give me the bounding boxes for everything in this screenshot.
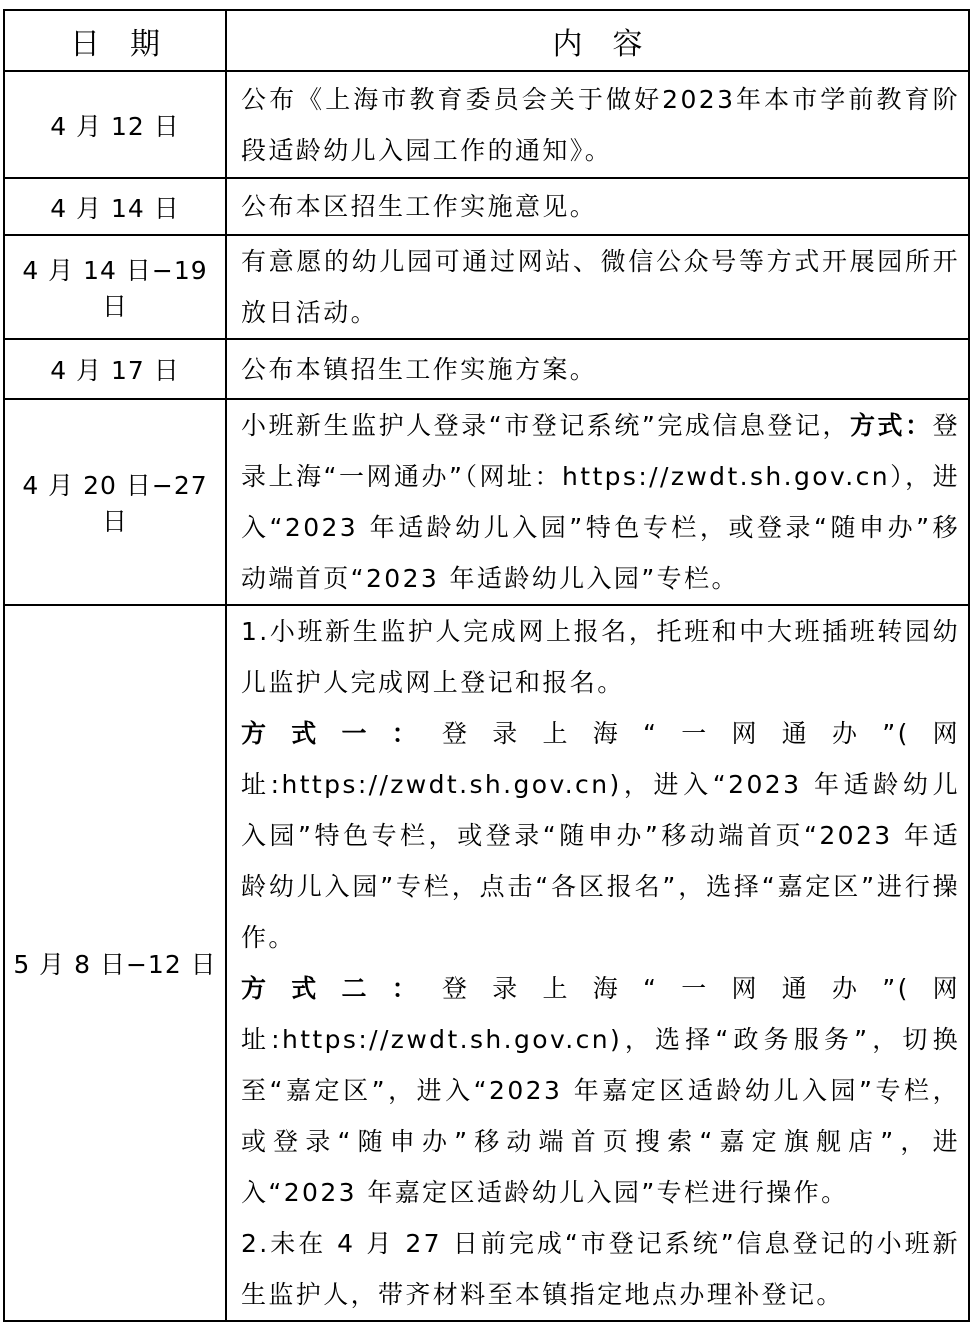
content-text: 登录上海“一网通办”（网址：https://zwdt.sh.gov.cn），进入“2023 年适龄幼儿入园”特色专栏，或登录“随申办”移动端首页“2023 年适龄幼儿入园”专栏。 [241, 411, 961, 593]
content-text: 小班新生监护人登录“市登记系统”完成信息登记， [241, 411, 851, 440]
method-label: 方式一： [241, 719, 443, 748]
content-cell: 公布本镇招生工作实施方案。 [226, 339, 969, 399]
paragraph [241, 708, 960, 963]
header-row [4, 10, 969, 71]
paragraph [241, 963, 960, 1218]
content-cell [226, 605, 969, 1321]
table-row [4, 235, 969, 339]
date-cell: 4 月 20 日−27 日 [4, 399, 226, 605]
date-cell: 4 月 14 日−19 日 [4, 235, 226, 339]
paragraph: 1.小班新生监护人完成网上报名，托班和中大班插班转园幼儿监护人完成网上登记和报名。 [241, 617, 960, 697]
header-content: 内容 [226, 10, 969, 71]
method-label: 方式二： [241, 974, 443, 1003]
paragraph: 2.未在 4 月 27 日前完成“市登记系统”信息登记的小班新生监护人，带齐材料至本镇指定地点办理补登记。 [241, 1229, 960, 1309]
content-cell [226, 399, 969, 605]
content-text: 登录上海“一网通办”(网址:https://zwdt.sh.gov.cn)，选择“政务服务”，切换至“嘉定区”，进入“2023 年嘉定区适龄幼儿入园”专栏，或登录“随申办”移动端首页搜索“嘉定旗舰店”，进入“2023 年嘉定区适龄幼儿入园”专栏进行操作。 [241, 974, 960, 1207]
table-row [4, 605, 969, 1321]
date-cell: 4 月 12 日 [4, 71, 226, 178]
content-text: 登录上海“一网通办”(网址:https://zwdt.sh.gov.cn)，进入“2023 年适龄幼儿入园”特色专栏，或登录“随申办”移动端首页“2023 年适龄幼儿入园”专栏，点击“各区报名”，选择“嘉定区”进行操作。 [241, 719, 960, 952]
content-cell: 有意愿的幼儿园可通过网站、微信公众号等方式开展园所开放日活动。 [226, 235, 969, 339]
schedule-table [3, 9, 970, 1322]
date-cell: 4 月 17 日 [4, 339, 226, 399]
table-row [4, 339, 969, 399]
table-row [4, 178, 969, 235]
table-row [4, 71, 969, 178]
method-label: 方式： [850, 411, 933, 440]
table-row [4, 399, 969, 605]
content-cell: 公布本区招生工作实施意见。 [226, 178, 969, 235]
date-cell: 5 月 8 日−12 日 [4, 605, 226, 1321]
content-cell: 公布《上海市教育委员会关于做好2023年本市学前教育阶段适龄幼儿入园工作的通知》。 [226, 71, 969, 178]
date-cell: 4 月 14 日 [4, 178, 226, 235]
header-date: 日期 [4, 10, 226, 71]
